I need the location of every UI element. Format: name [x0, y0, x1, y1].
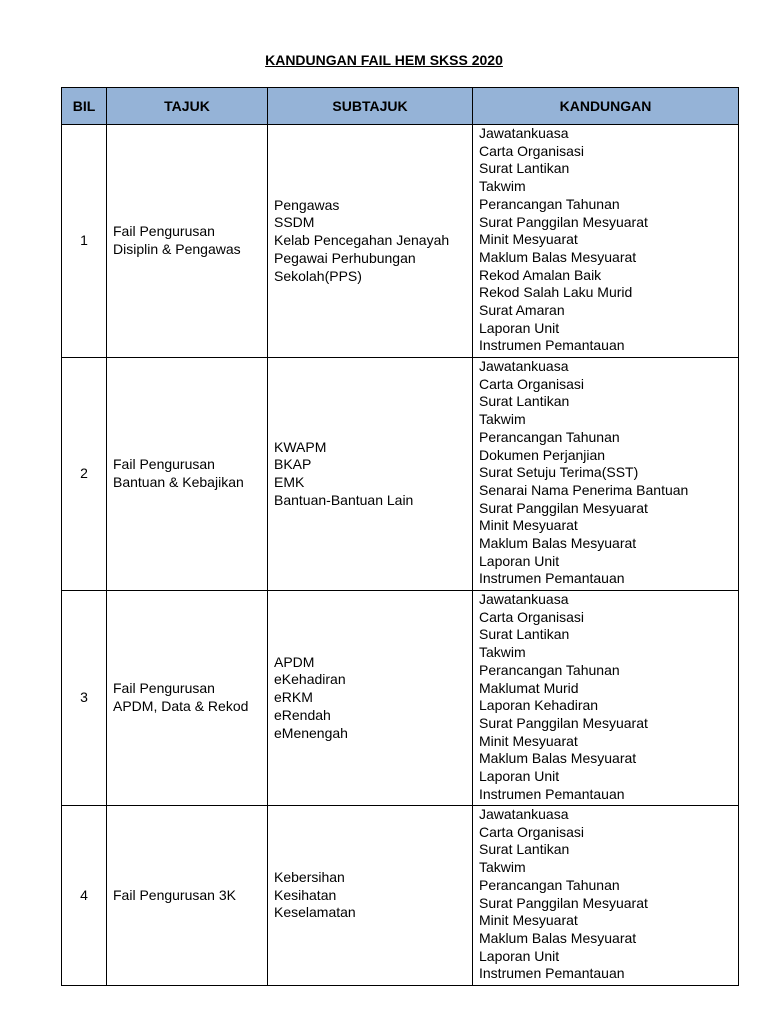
- kandungan-cell-line: Surat Lantikan: [479, 841, 570, 858]
- kandungan-cell-line: Carta Organisasi: [479, 142, 585, 159]
- kandungan-cell-line: Dokumen Perjanjian: [479, 446, 606, 463]
- kandungan-cell-line: Instrumen Pemantauan: [479, 785, 625, 802]
- kandungan-cell-line: Surat Panggilan Mesyuarat: [479, 499, 648, 516]
- subtajuk-cell-line: Keselamatan: [274, 904, 356, 921]
- kandungan-cell-line: Jawatankuasa: [479, 591, 569, 607]
- subtajuk-cell-line: KWAPM: [274, 438, 327, 455]
- kandungan-cell-line: Minit Mesyuarat: [479, 732, 578, 749]
- kandungan-cell-line: Takwim: [479, 411, 526, 428]
- kandungan-cell-line: Maklum Balas Mesyuarat: [479, 535, 637, 552]
- kandungan-cell-line: Maklumat Murid: [479, 679, 579, 696]
- tajuk-cell-line: Fail Pengurusan: [113, 456, 215, 473]
- kandungan-cell-line: Maklum Balas Mesyuarat: [479, 929, 637, 946]
- subtajuk-cell-line: eKehadiran: [274, 671, 346, 688]
- table-row: [62, 591, 739, 806]
- contents-table: [61, 87, 739, 986]
- bil-cell: 3: [62, 591, 107, 806]
- tajuk-cell: [107, 806, 268, 986]
- kandungan-cell-line: Senarai Nama Penerima Bantuan: [479, 481, 689, 498]
- kandungan-cell-line: Takwim: [479, 178, 526, 195]
- subtajuk-cell-line: Kebersihan: [274, 868, 345, 885]
- header-kandungan: KANDUNGAN: [473, 88, 739, 125]
- table-row: [62, 806, 739, 986]
- tajuk-cell-line: Disiplin & Pengawas: [113, 241, 241, 257]
- bil-cell: 2: [62, 358, 107, 591]
- subtajuk-cell-line: eRKM: [274, 689, 313, 706]
- kandungan-cell-line: Instrumen Pemantauan: [479, 965, 625, 982]
- kandungan-cell-line: Instrumen Pemantauan: [479, 570, 625, 587]
- table-row: [62, 125, 739, 358]
- tajuk-cell: [107, 125, 268, 358]
- kandungan-cell-line: Perancangan Tahunan: [479, 876, 620, 893]
- subtajuk-cell-line: Bantuan-Bantuan Lain: [274, 491, 414, 508]
- kandungan-cell-line: Jawatankuasa: [479, 358, 569, 374]
- kandungan-cell-line: Laporan Unit: [479, 768, 560, 785]
- kandungan-cell-line: Laporan Unit: [479, 552, 560, 569]
- subtajuk-cell-line: SSDM: [274, 214, 315, 231]
- subtajuk-cell-line: Kelab Pencegahan Jenayah: [274, 232, 450, 249]
- kandungan-cell-line: Minit Mesyuarat: [479, 231, 578, 248]
- subtajuk-cell: [268, 125, 473, 358]
- header-subtajuk: SUBTAJUK: [268, 88, 473, 125]
- subtajuk-cell: [268, 591, 473, 806]
- kandungan-cell-line: Perancangan Tahunan: [479, 428, 620, 445]
- kandungan-cell-line: Minit Mesyuarat: [479, 912, 578, 929]
- kandungan-cell-line: Surat Setuju Terima(SST): [479, 464, 639, 481]
- kandungan-cell-line: Surat Panggilan Mesyuarat: [479, 714, 648, 731]
- subtajuk-cell-line: eMenengah: [274, 724, 348, 741]
- kandungan-cell-line: Jawatankuasa: [479, 806, 569, 822]
- kandungan-cell-line: Perancangan Tahunan: [479, 195, 620, 212]
- subtajuk-cell-line: EMK: [274, 474, 305, 490]
- subtajuk-cell-line: Kesihatan: [274, 886, 337, 903]
- kandungan-cell-line: Maklum Balas Mesyuarat: [479, 248, 637, 265]
- table-row: [62, 358, 739, 591]
- kandungan-cell-line: Perancangan Tahunan: [479, 661, 620, 678]
- subtajuk-cell-line: Pengawas: [274, 196, 340, 213]
- kandungan-cell-line: Takwim: [479, 644, 526, 661]
- kandungan-cell: [473, 358, 739, 591]
- subtajuk-cell-line: APDM: [274, 653, 315, 670]
- subtajuk-cell-line: BKAP: [274, 456, 312, 473]
- kandungan-cell-line: Surat Amaran: [479, 302, 565, 319]
- kandungan-cell-line: Laporan Kehadiran: [479, 697, 599, 714]
- bil-cell: 1: [62, 125, 107, 358]
- kandungan-cell-line: Laporan Unit: [479, 319, 560, 336]
- kandungan-cell-line: Instrumen Pemantauan: [479, 337, 625, 354]
- subtajuk-cell-line: Pegawai Perhubungan: [274, 249, 416, 266]
- kandungan-cell-line: Surat Lantikan: [479, 626, 570, 643]
- kandungan-cell-line: Surat Panggilan Mesyuarat: [479, 213, 648, 230]
- kandungan-cell: [473, 591, 739, 806]
- tajuk-cell: [107, 591, 268, 806]
- kandungan-cell-line: Maklum Balas Mesyuarat: [479, 750, 637, 767]
- header-bil: BIL: [62, 88, 107, 125]
- subtajuk-cell: [268, 806, 473, 986]
- kandungan-cell-line: Jawatankuasa: [479, 125, 569, 141]
- subtajuk-cell: [268, 358, 473, 591]
- kandungan-cell-line: Surat Lantikan: [479, 160, 570, 177]
- tajuk-cell-line: APDM, Data & Rekod: [113, 698, 249, 714]
- header-row: [62, 88, 739, 125]
- kandungan-cell-line: Laporan Unit: [479, 947, 560, 964]
- kandungan-cell-line: Carta Organisasi: [479, 375, 585, 392]
- kandungan-cell-line: Rekod Salah Laku Murid: [479, 284, 633, 301]
- kandungan-cell-line: Rekod Amalan Baik: [479, 266, 602, 283]
- kandungan-cell-line: Minit Mesyuarat: [479, 517, 578, 534]
- subtajuk-cell-line: Sekolah(PPS): [274, 267, 362, 284]
- document-title: KANDUNGAN FAIL HEM SKSS 2020: [265, 52, 503, 68]
- kandungan-cell-line: Carta Organisasi: [479, 608, 585, 625]
- kandungan-cell: [473, 806, 739, 986]
- tajuk-cell-line: Fail Pengurusan: [113, 223, 215, 240]
- subtajuk-cell-line: eRendah: [274, 706, 331, 723]
- tajuk-cell-line: Bantuan & Kebajikan: [113, 474, 244, 490]
- kandungan-cell-line: Surat Lantikan: [479, 393, 570, 410]
- kandungan-cell-line: Surat Panggilan Mesyuarat: [479, 894, 648, 911]
- kandungan-cell: [473, 125, 739, 358]
- tajuk-cell: [107, 358, 268, 591]
- header-tajuk: TAJUK: [107, 88, 268, 125]
- tajuk-cell-line: Fail Pengurusan: [113, 680, 215, 697]
- kandungan-cell-line: Carta Organisasi: [479, 823, 585, 840]
- kandungan-cell-line: Takwim: [479, 859, 526, 876]
- tajuk-cell-line: Fail Pengurusan 3K: [113, 886, 236, 903]
- bil-cell: 4: [62, 806, 107, 986]
